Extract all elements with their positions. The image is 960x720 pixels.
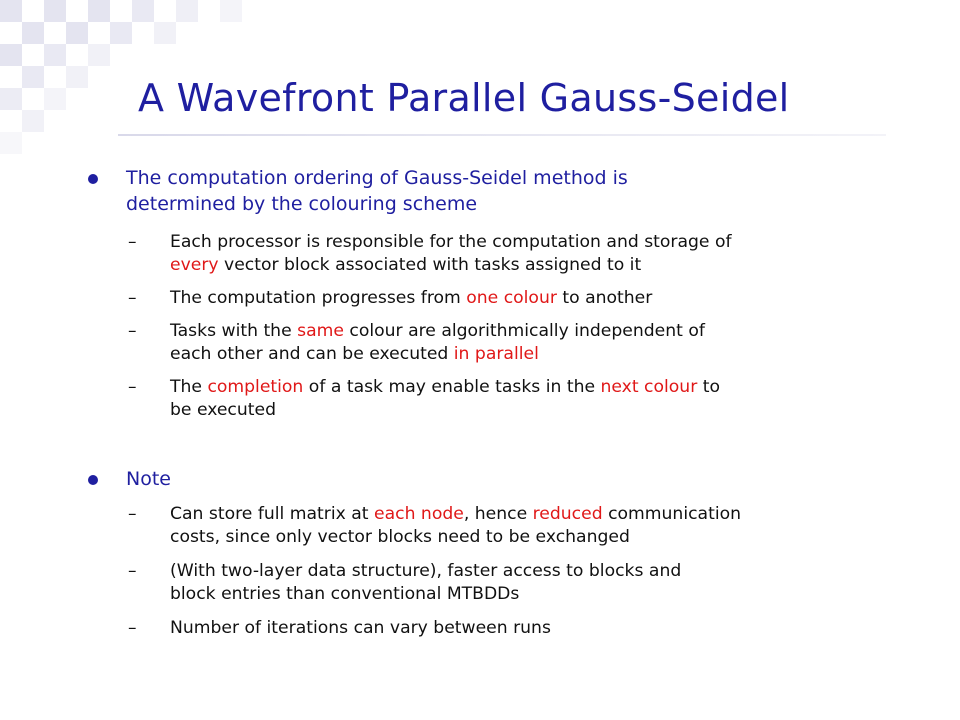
bullet-2-label: Note [126, 468, 171, 490]
sub-item-6-line-2: block entries than conventional MTBDDs [170, 584, 520, 604]
sub-item-2-text-pre: The computation progresses from [170, 288, 467, 308]
highlight-reduced: reduced [532, 504, 603, 524]
sub-item-1-line-1: Each processor is responsible for the computation and storage of [170, 232, 732, 252]
dash-7: – [128, 618, 137, 638]
sub-item-5-line-1 [170, 503, 930, 526]
highlight-completion: completion [207, 377, 304, 397]
sub-item-3-line-2 [170, 343, 930, 366]
highlight-one-colour: one colour [466, 288, 557, 308]
sub-item-4-text-post: to [697, 377, 720, 397]
highlight-in-parallel: in parallel [453, 344, 539, 364]
bullet-dot-1 [88, 174, 98, 184]
sub-item-4-line-1 [170, 376, 930, 399]
sub-item-5-line-2: costs, since only vector blocks need to be exchanged [170, 527, 630, 547]
dash-6: – [128, 561, 137, 581]
highlight-same: same [297, 321, 344, 341]
sub-item-4-line-2: be executed [170, 400, 277, 420]
bullet-2 [126, 466, 171, 492]
sub-item-6-line-1: (With two-layer data structure), faster access to blocks and [170, 561, 682, 581]
dash-4: – [128, 377, 137, 397]
bullet-1-line-2: determined by the colouring scheme [126, 193, 478, 215]
sub-item-5-text-post: communication [602, 504, 742, 524]
dash-5: – [128, 504, 137, 524]
sub-item-4-text-mid: of a task may enable tasks in the [303, 377, 601, 397]
sub-item-3 [170, 320, 930, 366]
sub-item-2 [170, 287, 930, 310]
highlight-every: every [170, 255, 219, 275]
bullet-dot-2 [88, 475, 98, 485]
bullet-1-line-1: The computation ordering of Gauss-Seidel method is [126, 167, 628, 189]
sub-item-7-line-1: Number of iterations can vary between runs [170, 618, 551, 638]
sub-item-4 [170, 376, 930, 422]
sub-item-2-text-post: to another [556, 288, 653, 308]
sub-item-1 [170, 231, 930, 277]
sub-item-1-line-2-text: vector block associated with tasks assigned to it [218, 255, 642, 275]
dash-1: – [128, 232, 137, 252]
slide-title: A Wavefront Parallel Gauss-Seidel [138, 76, 790, 120]
sub-item-3-line-1 [170, 320, 930, 343]
sub-item-3-line-2-text: each other and can be executed [170, 344, 454, 364]
sub-item-5-text-mid: , hence [463, 504, 533, 524]
sub-item-5 [170, 503, 930, 549]
bullet-1 [126, 165, 628, 217]
highlight-next-colour: next colour [600, 377, 698, 397]
sub-item-6 [170, 560, 930, 606]
dash-3: – [128, 321, 137, 341]
sub-item-5-text-pre: Can store full matrix at [170, 504, 375, 524]
sub-item-7 [170, 617, 930, 640]
sub-item-4-text-pre: The [170, 377, 208, 397]
sub-item-2-line-1 [170, 287, 930, 310]
sub-item-3-text-post: colour are algorithmically independent of [343, 321, 705, 341]
highlight-each-node: each node [374, 504, 464, 524]
sub-item-3-text-pre: Tasks with the [170, 321, 298, 341]
title-divider [118, 134, 886, 136]
dash-2: – [128, 288, 137, 308]
sub-item-1-line-2 [170, 254, 930, 277]
